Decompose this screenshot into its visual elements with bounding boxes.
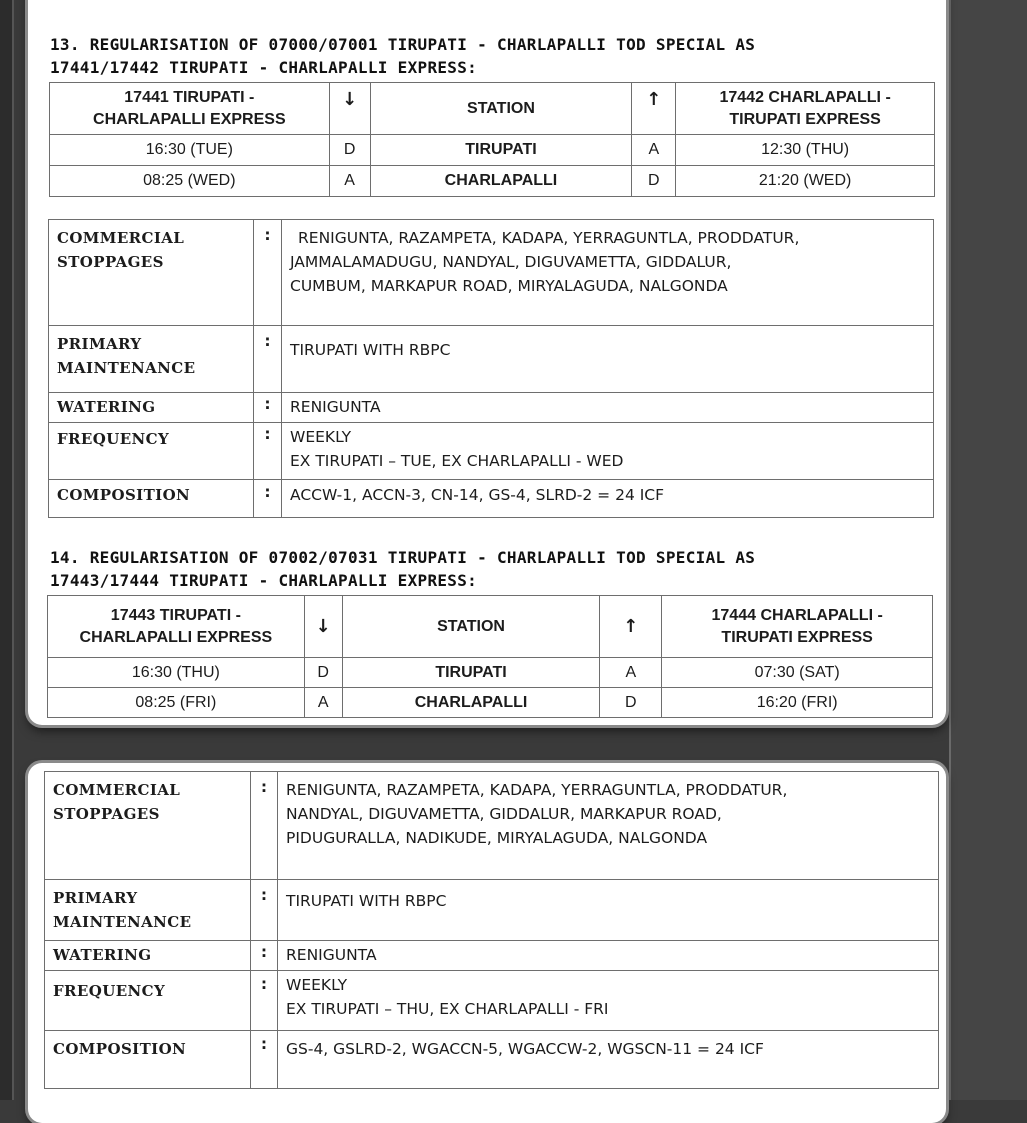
frequency-value: WEEKLY EX TIRUPATI – THU, EX CHARLAPALLI - FRI — [278, 971, 939, 1031]
right-code-cell: D — [632, 166, 676, 197]
station-header: STATION — [342, 596, 600, 658]
table-row — [48, 688, 933, 718]
up-arrow-icon: ↑ — [600, 596, 662, 658]
left-time-cell: 08:25 (FRI) — [48, 688, 305, 718]
table-row — [45, 941, 939, 971]
maintenance-value: TIRUPATI WITH RBPC — [282, 326, 934, 393]
left-time-cell: 16:30 (THU) — [48, 658, 305, 688]
maintenance-label: PRIMARY MAINTENANCE — [45, 880, 251, 941]
stoppages-label: COMMERCIAL STOPPAGES — [45, 772, 251, 880]
table-row — [49, 423, 934, 480]
table-row — [49, 480, 934, 518]
timetable-header-row — [50, 83, 935, 135]
colon-separator: : — [251, 941, 278, 971]
section-13-timetable — [49, 82, 935, 197]
down-arrow-icon: ↓ — [304, 596, 342, 658]
watering-value: RENIGUNTA — [282, 393, 934, 423]
colon-separator: : — [254, 220, 282, 326]
train-17441-header: 17441 TIRUPATI - CHARLAPALLI EXPRESS — [50, 83, 330, 135]
maintenance-label: PRIMARY MAINTENANCE — [49, 326, 254, 393]
watering-value: RENIGUNTA — [278, 941, 939, 971]
section-13-info-table — [48, 219, 934, 518]
train-17443-header: 17443 TIRUPATI - CHARLAPALLI EXPRESS — [48, 596, 305, 658]
table-row — [50, 166, 935, 197]
train-17444-header: 17444 CHARLAPALLI - TIRUPATI EXPRESS — [662, 596, 933, 658]
station-cell: TIRUPATI — [370, 135, 632, 166]
section-13-heading-line2: 17441/17442 TIRUPATI - CHARLAPALLI EXPRESS: — [50, 58, 478, 77]
watering-label: WATERING — [49, 393, 254, 423]
timetable-header-row — [48, 596, 933, 658]
section-14-heading-line1: 14. REGULARISATION OF 07002/07031 TIRUPATI - CHARLAPALLI TOD SPECIAL AS — [50, 548, 756, 567]
right-time-cell: 07:30 (SAT) — [662, 658, 933, 688]
section-13-heading-line1: 13. REGULARISATION OF 07000/07001 TIRUPATI - CHARLAPALLI TOD SPECIAL AS — [50, 35, 756, 54]
composition-label: COMPOSITION — [49, 480, 254, 518]
document-page-card — [28, 763, 946, 1123]
composition-label: COMPOSITION — [45, 1031, 251, 1089]
colon-separator: : — [254, 326, 282, 393]
left-window-edge — [0, 0, 14, 1100]
composition-value: GS-4, GSLRD-2, WGACCN-5, WGACCW-2, WGSCN-11 = 24 ICF — [278, 1031, 939, 1089]
left-code-cell: A — [329, 166, 370, 197]
maintenance-value: TIRUPATI WITH RBPC — [278, 880, 939, 941]
right-code-cell: A — [632, 135, 676, 166]
left-time-cell: 16:30 (TUE) — [50, 135, 330, 166]
colon-separator: : — [254, 480, 282, 518]
section-13-heading — [50, 33, 930, 79]
table-row — [50, 135, 935, 166]
stoppages-value: RENIGUNTA, RAZAMPETA, KADAPA, YERRAGUNTLA, PRODDATUR, NANDYAL, DIGUVAMETTA, GIDDALUR, MARKAPUR ROAD, PIDUGURALLA, NADIKUDE, MIRYALAGUDA, NALGONDA — [278, 772, 939, 880]
table-row — [45, 772, 939, 880]
frequency-label: FREQUENCY — [49, 423, 254, 480]
table-row — [49, 326, 934, 393]
up-arrow-icon: ↑ — [632, 83, 676, 135]
right-scroll-gutter[interactable] — [949, 0, 1027, 1100]
colon-separator: : — [251, 971, 278, 1031]
colon-separator: : — [251, 880, 278, 941]
right-code-cell: D — [600, 688, 662, 718]
section-14-heading-line2: 17443/17444 TIRUPATI - CHARLAPALLI EXPRESS: — [50, 571, 478, 590]
right-time-cell: 21:20 (WED) — [676, 166, 935, 197]
train-17442-header: 17442 CHARLAPALLI - TIRUPATI EXPRESS — [676, 83, 935, 135]
table-row — [49, 220, 934, 326]
table-row — [49, 393, 934, 423]
left-code-cell: D — [329, 135, 370, 166]
right-code-cell: A — [600, 658, 662, 688]
frequency-label: FREQUENCY — [45, 971, 251, 1031]
stoppages-label: COMMERCIAL STOPPAGES — [49, 220, 254, 326]
station-cell: CHARLAPALLI — [342, 688, 600, 718]
station-cell: TIRUPATI — [342, 658, 600, 688]
frequency-value: WEEKLY EX TIRUPATI – TUE, EX CHARLAPALLI - WED — [282, 423, 934, 480]
down-arrow-icon: ↓ — [329, 83, 370, 135]
station-header: STATION — [370, 83, 632, 135]
table-row — [45, 880, 939, 941]
composition-value: ACCW-1, ACCN-3, CN-14, GS-4, SLRD-2 = 24 ICF — [282, 480, 934, 518]
table-row — [45, 971, 939, 1031]
stoppages-value: RENIGUNTA, RAZAMPETA, KADAPA, YERRAGUNTLA, PRODDATUR, JAMMALAMADUGU, NANDYAL, DIGUVAMETTA, GIDDALUR, CUMBUM, MARKAPUR ROAD, MIRYALAGUDA, NALGONDA — [282, 220, 934, 326]
left-code-cell: D — [304, 658, 342, 688]
colon-separator: : — [254, 393, 282, 423]
table-row — [48, 658, 933, 688]
document-page-card — [28, 0, 946, 725]
left-code-cell: A — [304, 688, 342, 718]
watering-label: WATERING — [45, 941, 251, 971]
station-cell: CHARLAPALLI — [370, 166, 632, 197]
left-time-cell: 08:25 (WED) — [50, 166, 330, 197]
colon-separator: : — [251, 1031, 278, 1089]
right-time-cell: 16:20 (FRI) — [662, 688, 933, 718]
section-14-heading — [50, 546, 930, 592]
colon-separator: : — [254, 423, 282, 480]
right-time-cell: 12:30 (THU) — [676, 135, 935, 166]
section-14-timetable — [47, 595, 933, 718]
section-14-info-table — [44, 771, 939, 1089]
table-row — [45, 1031, 939, 1089]
colon-separator: : — [251, 772, 278, 880]
